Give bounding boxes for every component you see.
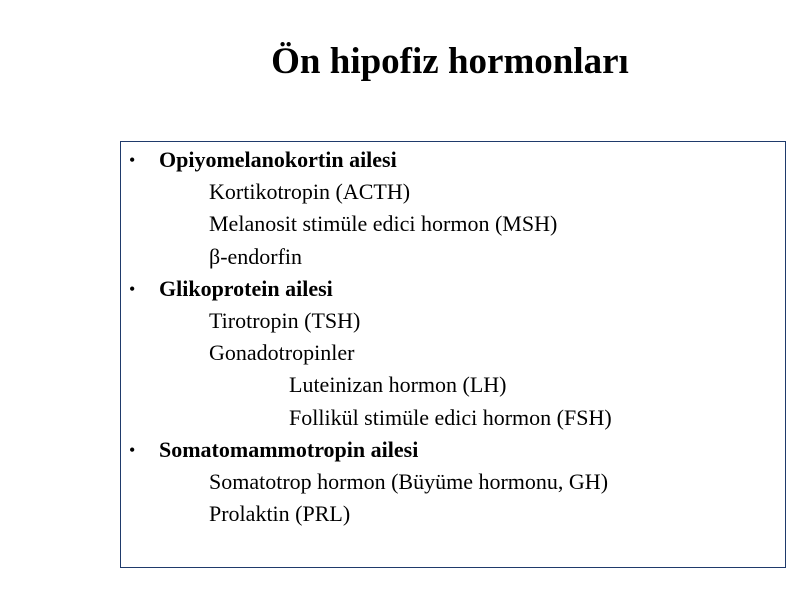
list-item [121,498,785,530]
list-heading-opiyomelanokortin [121,144,785,176]
list-item [121,466,785,498]
list-heading-somatomammotropin [121,434,785,466]
list-item-label: Kortikotropin (ACTH) [209,179,411,205]
bullet: • [129,439,136,460]
bullet: • [129,150,136,170]
list-item-label: Somatotrop hormon (Büyüme hormonu, GH) [209,468,609,494]
list-item [121,305,785,337]
list-heading-label: Opiyomelanokortin ailesi [159,147,397,172]
list-subitem-label: Luteinizan hormon (LH) [289,372,507,398]
list-heading-label: Somatomammotropin ailesi [159,436,419,462]
list-subitem [121,402,785,434]
list-subitem [121,369,785,401]
bullet: • [129,278,136,299]
list-item-label: Tirotropin (TSH) [209,307,361,333]
slide-title: Ön hipofiz hormonları [271,41,629,82]
list-item-label: β-endorfin [209,243,303,269]
list-item-label: Gonadotropinler [209,340,355,366]
hormone-list [121,144,785,530]
list-item [121,208,785,240]
list-heading-glikoprotein [121,273,785,305]
list-subitem-label: Follikül stimüle edici hormon (FSH) [289,404,612,430]
content-box [120,141,786,568]
list-item [121,176,785,208]
list-heading-label: Glikoprotein ailesi [159,275,333,301]
list-item-label: Melanosit stimüle edici hormon (MSH) [209,211,558,237]
list-item-label: Prolaktin (PRL) [209,501,351,527]
list-item [121,337,785,369]
list-item [121,241,785,273]
